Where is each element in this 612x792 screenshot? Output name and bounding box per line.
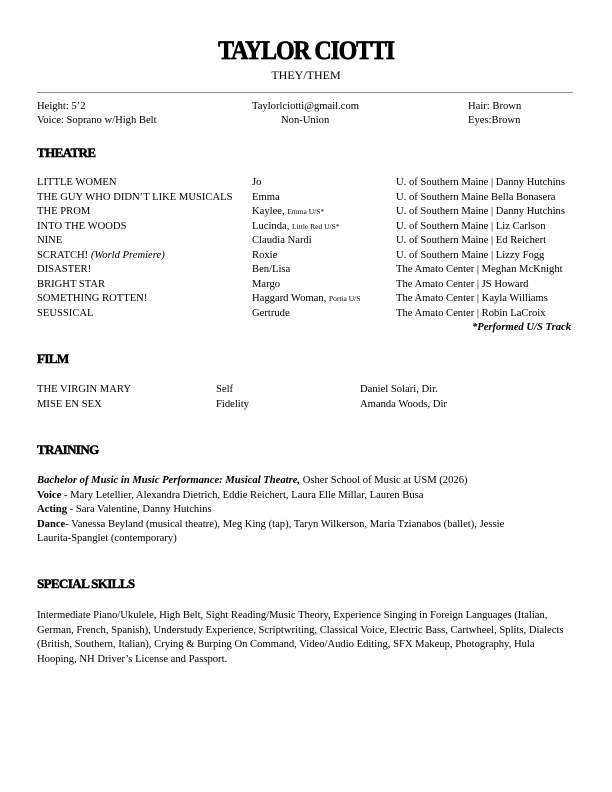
show-title — [37, 222, 126, 233]
show-title — [37, 280, 105, 291]
venue-director: U. of Southern Maine | Danny Hutchins — [396, 206, 565, 217]
training-voice-line — [37, 489, 577, 504]
email-link[interactable]: Taylorlciotti@gmail.com — [252, 101, 359, 112]
theatre-footnote: *Performed U/S Track — [471, 322, 571, 333]
film-director: Daniel Solari, Dir. — [360, 384, 438, 395]
show-title — [37, 265, 91, 276]
show-note: (World Premiere) — [90, 249, 165, 261]
show-name: BRIGHT STAR — [37, 278, 106, 290]
show-name: THE PROM — [37, 206, 91, 217]
hair-stat: Hair: Brown — [468, 101, 522, 112]
venue-director: U. of Southern Maine Bella Bonasera — [396, 191, 556, 203]
show-title — [37, 236, 62, 247]
role-name: Haggard Woman, — [252, 293, 327, 304]
role — [252, 265, 290, 276]
pronouns: THEY/THEM — [271, 68, 341, 82]
training-acting-line — [37, 503, 577, 518]
venue-director: U. of Southern Maine | Lizzy Fogg — [396, 249, 545, 261]
show-title — [37, 294, 147, 305]
venue-director: U. of Southern Maine | Liz Carlson — [396, 220, 546, 232]
union-status: Non-Union — [281, 115, 330, 126]
acting-teachers: - Sara Valentine, Danny Hutchins — [67, 504, 212, 516]
section-heading-theatre: THEATRE — [37, 145, 96, 160]
role-name: Margo — [252, 278, 281, 290]
section-heading-training: TRAINING — [37, 442, 99, 457]
show-name: SOMETHING ROTTEN! — [37, 293, 148, 304]
show-name: THE GUY WHO DIDN’T LIKE MUSICALS — [37, 191, 233, 203]
role-name: Kaylee, — [252, 206, 285, 217]
show-name: DISASTER! — [37, 264, 92, 275]
role — [252, 294, 360, 305]
role-note: Little Red U/S* — [292, 221, 340, 231]
role — [252, 222, 340, 233]
skills-text: Intermediate Piano/Ukulele, High Belt, Sight Reading/Music Theory, Experience Singing in Foreign Languages (Italian, German, French, Spanish), Understudy Experience, Scriptwriting, Classical Voice, Electric Bass, Cartwheel, Splits, Dialects (British, Southern, Italian), Crying & Burping On Command, Video/Audio Editing, SFX Makeup, Photography, Hula Hooping, NH Driver’s License and Passport. — [37, 610, 564, 665]
degree: Bachelor of Music in Music Performance: Musical Theatre, — [37, 475, 301, 486]
acting-label: Acting — [37, 504, 68, 516]
role-note: Portia U/S — [328, 294, 361, 303]
dance-teachers: - Vanessa Beyland (musical theatre), Meg King (tap), Taryn Wilkerson, Maria Tzianabos (ballet), Jessie Laurita-Spanglet (contemporary) — [37, 518, 505, 545]
role — [252, 178, 261, 189]
role — [252, 236, 312, 247]
role-name: Lucinda, — [252, 220, 290, 232]
training-dance-line — [37, 518, 537, 547]
role-name: Emma — [252, 191, 280, 203]
venue-director: U. of Southern Maine | Danny Hutchins — [396, 177, 565, 188]
role-name: Gertrude — [252, 307, 290, 319]
role — [252, 280, 280, 291]
show-name: INTO THE WOODS — [37, 220, 127, 232]
venue-director: The Amato Center | Kayla Williams — [396, 293, 548, 304]
section-heading-film: FILM — [37, 351, 69, 366]
show-name: LITTLE WOMEN — [37, 177, 117, 188]
role-name: Claudia Nardi — [252, 235, 312, 246]
film-title: MISE EN SEX — [37, 398, 102, 410]
show-title — [37, 193, 232, 204]
film-role: Self — [216, 384, 234, 395]
school: Osher School of Music at USM (2026) — [300, 475, 468, 486]
role — [252, 309, 290, 320]
role-name: Roxie — [252, 249, 278, 261]
show-title — [37, 178, 117, 189]
film-director: Amanda Woods, Dir — [360, 398, 447, 410]
header-divider — [37, 92, 573, 93]
voice-teachers: - Mary Letellier, Alexandra Dietrich, Eddie Reichert, Laura Elle Millar, Lauren Busa — [61, 489, 424, 501]
dance-label: Dance — [37, 518, 66, 530]
eyes-stat: Eyes:Brown — [468, 115, 521, 126]
show-title — [37, 207, 90, 218]
training-degree-line — [37, 474, 577, 489]
venue-director: The Amato Center | JS Howard — [396, 278, 529, 290]
role — [252, 193, 280, 204]
show-title — [37, 309, 94, 320]
film-title: THE VIRGIN MARY — [37, 384, 131, 395]
venue-director: The Amato Center | Robin LaCroix — [396, 307, 546, 319]
show-name: NINE — [37, 235, 63, 246]
role-name: Ben/Lisa — [252, 264, 291, 275]
voice-label: Voice — [37, 489, 62, 501]
film-role: Fidelity — [216, 398, 249, 410]
training-block — [37, 474, 577, 547]
show-name: SCRATCH! — [37, 249, 89, 261]
height-stat: Height: 5’2 — [37, 101, 86, 112]
role-name: Jo — [252, 177, 262, 188]
role-note: Emma U/S* — [287, 207, 325, 216]
show-name: SEUSSICAL — [37, 307, 94, 319]
show-title — [37, 251, 165, 262]
role — [252, 251, 277, 262]
voice-stat: Voice: Soprano w/High Belt — [37, 115, 157, 126]
role — [252, 207, 324, 218]
performer-name: TAYLOR CIOTTI — [218, 36, 394, 66]
venue-director: U. of Southern Maine | Ed Reichert — [396, 235, 547, 246]
section-heading-special-skills: SPECIAL SKILLS — [37, 576, 135, 591]
venue-director: The Amato Center | Meghan McKnight — [396, 264, 563, 275]
